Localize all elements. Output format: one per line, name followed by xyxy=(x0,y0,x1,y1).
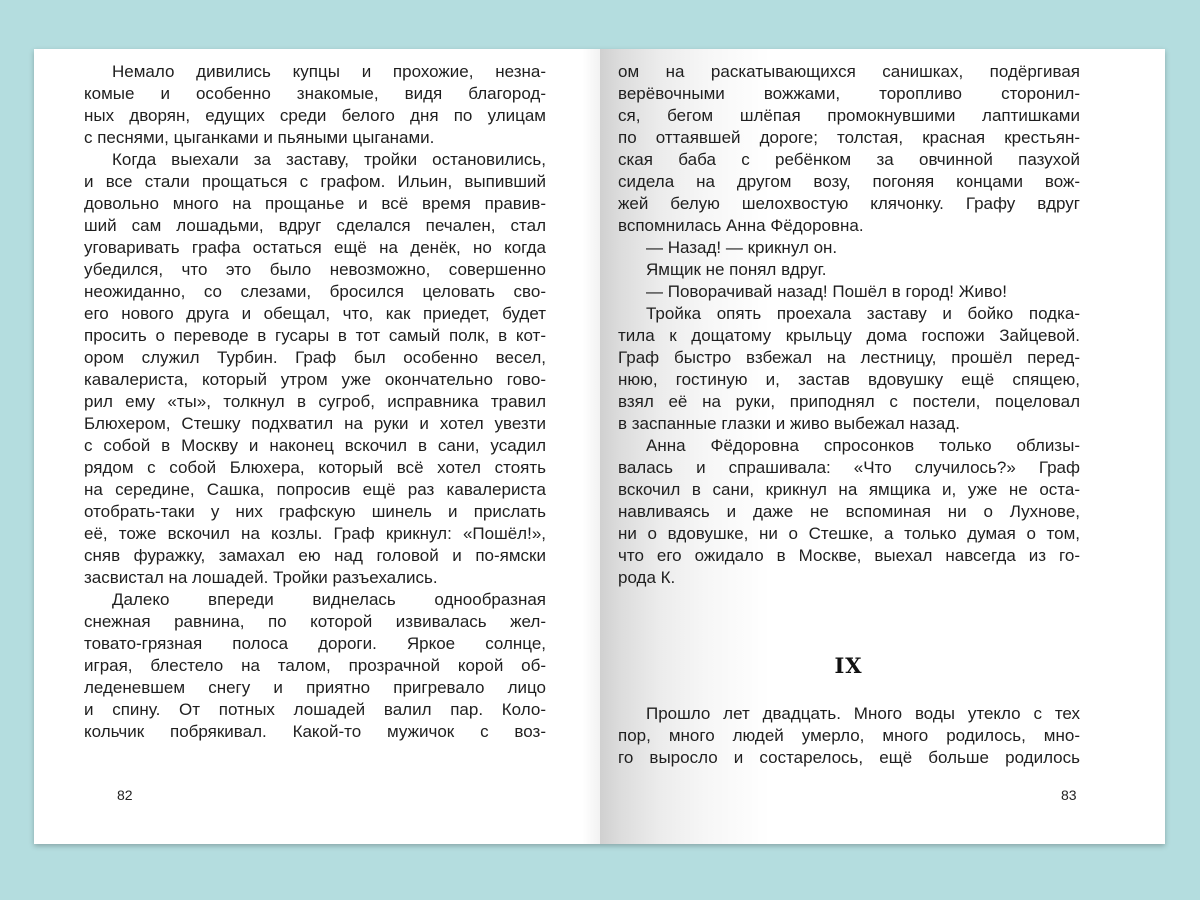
text-line: на середине, Сашка, попросив ещё раз кавалериста xyxy=(84,480,546,499)
chapter-ix-body-text xyxy=(618,703,1080,769)
text-line: Граф быстро взбежал на лестницу, прошёл перед- xyxy=(618,348,1080,367)
text-line: и все стали прощаться с графом. Ильин, выпивший xyxy=(84,172,546,191)
text-line: Когда выехали за заставу, тройки остановились, xyxy=(112,150,546,169)
text-line: что его ожидало в Москве, выехал навсегда из го- xyxy=(618,546,1080,565)
text-line: его нового друга и обещал, что, как приедет, будет xyxy=(84,304,546,323)
text-line: — Поворачивай назад! Пошёл в город! Живо! xyxy=(646,282,1007,301)
page-number-left: 82 xyxy=(117,787,133,803)
text-line: вскочил в сани, крикнул на ямщика и, уже не оста- xyxy=(618,480,1080,499)
text-line: уговаривать графа остаться ещё на денёк, но когда xyxy=(84,238,546,257)
text-line: — Назад! — крикнул он. xyxy=(646,238,838,257)
text-line: довольно много на прощанье и всё время правив- xyxy=(84,194,546,213)
chapter-heading: IX xyxy=(834,653,863,678)
text-line: ных дворян, едущих среди белого дня по улицам xyxy=(84,106,546,125)
text-line: ом на раскатывающихся санишках, подёргивая xyxy=(618,62,1080,81)
text-line: рядом с собой Блюхера, который всё хотел стоять xyxy=(84,458,546,477)
text-line: её, тоже вскочил на козлы. Граф крикнул: «Пошёл!», xyxy=(84,524,546,543)
text-line: взял её на руки, приподнял с постели, поцеловал xyxy=(618,392,1080,411)
text-line: Немало дивились купцы и прохожие, незна- xyxy=(112,62,546,81)
left-page-body-text xyxy=(84,61,546,743)
text-line: ни о вдовушке, ни о Стешке, а только думая о том, xyxy=(618,524,1080,543)
text-line: ская баба с ребёнком за овчинной пазухой xyxy=(618,150,1080,169)
text-line: с песнями, цыганками и пьяными цыганами. xyxy=(84,128,435,147)
text-line: и спину. От потных лошадей валил пар. Коло- xyxy=(84,700,546,719)
text-line: рил ему «ты», толкнул в сугроб, исправника травил xyxy=(84,392,546,411)
text-line: нюю, гостиную и, застав вдовушку ещё спящею, xyxy=(618,370,1080,389)
right-page-body-text xyxy=(618,61,1080,589)
text-line: по оттаявшей дороге; толстая, красная крестьян- xyxy=(618,128,1080,147)
text-line: навливаясь и даже не вспоминая ни о Лухнове, xyxy=(618,502,1080,521)
text-line: Блюхером, Стешку подхватил на руки и хотел увезти xyxy=(84,414,546,433)
text-line: Анна Фёдоровна спросонков только облизы- xyxy=(646,436,1080,455)
text-line: тила к дощатому крыльцу дома госпожи Зайцевой. xyxy=(618,326,1080,345)
text-line: снежная равнина, по которой извивалась жел- xyxy=(84,612,546,631)
text-line: Ямщик не понял вдруг. xyxy=(646,260,827,279)
text-line: товато-грязная полоса дороги. Яркое солнце, xyxy=(84,634,546,653)
text-line: сняв фуражку, замахал ею над головой и по-ямски xyxy=(84,546,546,565)
text-line: Далеко впереди виднелась однообразная xyxy=(112,590,546,609)
text-line: отобрать-таки у них графскую шинель и прислать xyxy=(84,502,546,521)
text-line: вспомнилась Анна Фёдоровна. xyxy=(618,216,864,235)
text-line: Тройка опять проехала заставу и бойко подка- xyxy=(646,304,1080,323)
text-line: с собой в Москву и наконец вскочил в сани, усадил xyxy=(84,436,546,455)
text-line: сидела на другом возу, погоняя концами вож- xyxy=(618,172,1080,191)
text-line: кольчик побрякивал. Какой-то мужичок с воз- xyxy=(84,722,546,741)
text-line: го выросло и состарелось, ещё больше родилось xyxy=(618,748,1080,767)
text-line: ший сам лошадьми, вдруг сделался печален, стал xyxy=(84,216,546,235)
text-line: жей белую шелохвостую клячонку. Графу вдруг xyxy=(618,194,1080,213)
text-line: в заспанные глазки и живо выбежал назад. xyxy=(618,414,960,433)
text-line: убедился, что это было невозможно, совершенно xyxy=(84,260,546,279)
text-line: комые и особенно знакомые, видя благород- xyxy=(84,84,546,103)
text-line: ся, бегом шлёпая промокнувшими лаптишками xyxy=(618,106,1080,125)
page-number-right: 83 xyxy=(1061,787,1077,803)
text-line: неожиданно, со слезами, бросился целовать сво- xyxy=(84,282,546,301)
text-line: засвистал на лошадей. Тройки разъехались. xyxy=(84,568,438,587)
text-line: верёвочными вожжами, торопливо сторонил- xyxy=(618,84,1080,103)
text-line: Прошло лет двадцать. Много воды утекло с тех xyxy=(646,704,1080,723)
text-line: леденевшем снегу и приятно пригревало лицо xyxy=(84,678,546,697)
text-line: играя, блестело на талом, прозрачной корой об- xyxy=(84,656,546,675)
text-line: рода К. xyxy=(618,568,676,587)
text-line: ором служил Турбин. Граф был особенно весел, xyxy=(84,348,546,367)
text-line: просить о переводе в гусары в тот самый полк, в кот- xyxy=(84,326,546,345)
text-line: валась и спрашивала: «Что случилось?» Граф xyxy=(618,458,1080,477)
text-line: кавалериста, который утром уже окончательно гово- xyxy=(84,370,546,389)
text-line: пор, много людей умерло, много родилось, мно- xyxy=(618,726,1080,745)
gutter-shadow xyxy=(582,49,600,844)
